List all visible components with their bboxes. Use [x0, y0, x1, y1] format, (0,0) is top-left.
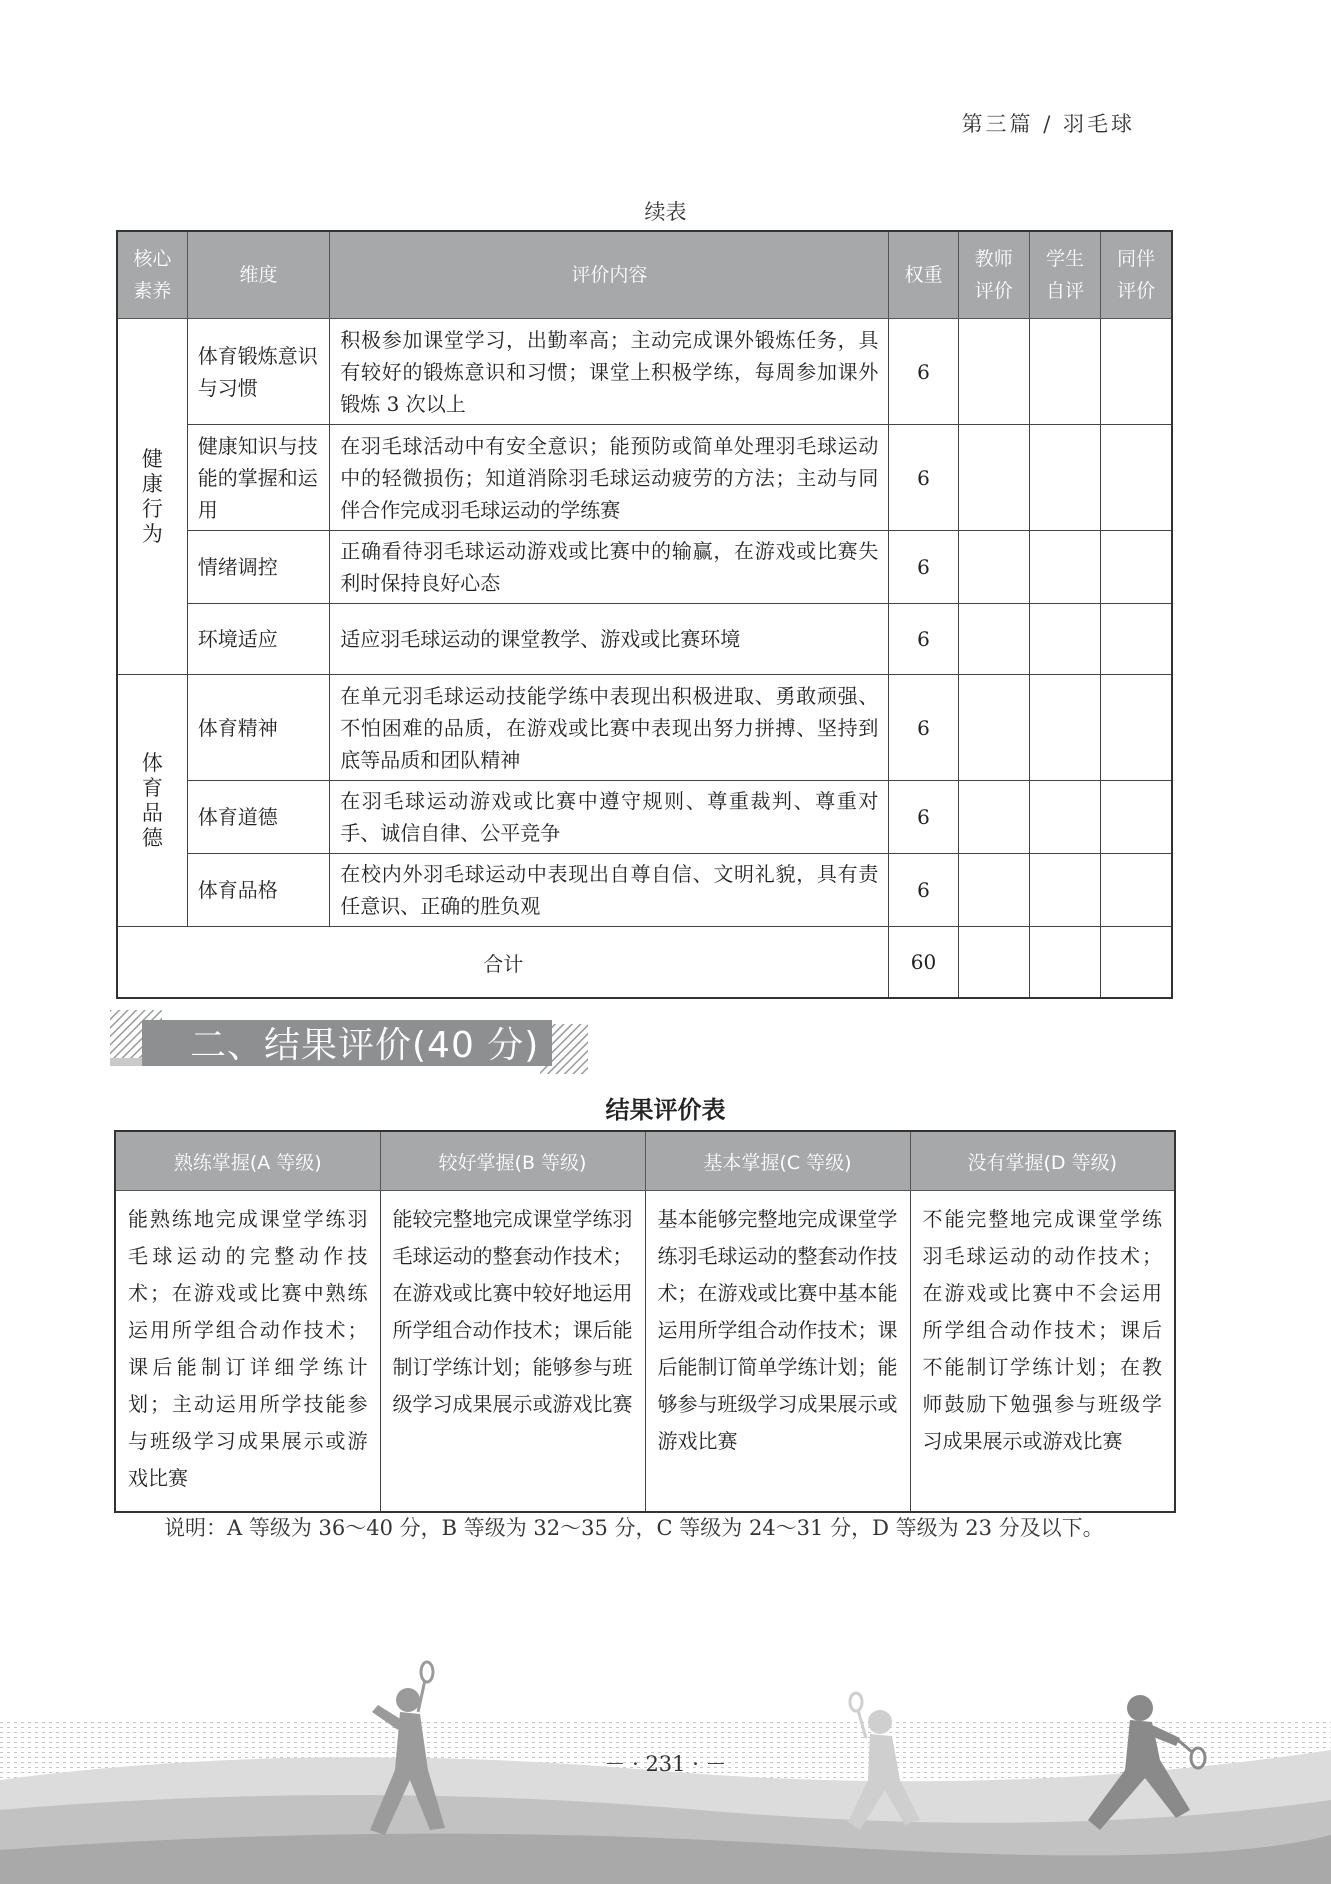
student-eval-cell[interactable] [1029, 854, 1100, 927]
content-cell: 在校内外羽毛球运动中表现出自尊自信、文明礼貌，具有责任意识、正确的胜负观 [330, 854, 889, 927]
teacher-eval-cell[interactable] [958, 781, 1029, 854]
dimension-cell: 体育锻炼意识与习惯 [187, 319, 330, 425]
student-eval-cell[interactable] [1029, 425, 1100, 531]
header-weight: 权重 [889, 231, 958, 319]
table-row [117, 854, 1172, 927]
total-weight: 60 [889, 927, 958, 999]
teacher-eval-cell[interactable] [958, 604, 1029, 675]
table-row [117, 675, 1172, 781]
peer-eval-cell[interactable] [1101, 319, 1172, 425]
teacher-eval-cell[interactable] [958, 425, 1029, 531]
dimension-cell: 健康知识与技能的掌握和运用 [187, 425, 330, 531]
table-row [117, 531, 1172, 604]
peer-eval-cell[interactable] [1101, 604, 1172, 675]
core-cell [117, 319, 187, 675]
student-eval-cell[interactable] [1029, 319, 1100, 425]
content-cell: 正确看待羽毛球运动游戏或比赛中的输赢，在游戏或比赛失利时保持良好心态 [330, 531, 889, 604]
header-grade-b: 较好掌握(B 等级) [380, 1131, 645, 1191]
core-cell [117, 675, 187, 927]
weight-cell: 6 [889, 319, 958, 425]
peer-eval-cell[interactable] [1101, 425, 1172, 531]
weight-cell: 6 [889, 854, 958, 927]
table-header-row [115, 1131, 1175, 1191]
header-grade-c: 基本掌握(C 等级) [645, 1131, 910, 1191]
weight-cell: 6 [889, 604, 958, 675]
teacher-eval-cell[interactable] [958, 319, 1029, 425]
table-header-row [117, 231, 1172, 319]
grade-a-description: 能熟练地完成课堂学练羽毛球运动的完整动作技术；在游戏或比赛中熟练运用所学组合动作技术；课后能制订详细学练计划；主动运用所学技能参与班级学习成果展示或游戏比赛 [115, 1191, 380, 1513]
header-content: 评价内容 [330, 231, 889, 319]
header-grade-d: 没有掌握(D 等级) [910, 1131, 1175, 1191]
content-cell: 适应羽毛球运动的课堂教学、游戏或比赛环境 [330, 604, 889, 675]
table-row [117, 425, 1172, 531]
section-title: 二、结果评价(40 分) [190, 1025, 540, 1066]
total-label: 合计 [117, 927, 889, 999]
dimension-cell: 体育品格 [187, 854, 330, 927]
grade-d-description: 不能完整地完成课堂学练羽毛球运动的动作技术；在游戏或比赛中不会运用所学组合动作技术；课后不能制订学练计划；在教师鼓励下勉强参与班级学习成果展示或游戏比赛 [910, 1191, 1175, 1513]
core-label: 健康行为 [141, 446, 163, 546]
page-number: － · 231 · － [604, 1752, 727, 1776]
header-student: 学生自评 [1029, 231, 1100, 319]
peer-eval-cell[interactable] [1101, 675, 1172, 781]
peer-eval-cell[interactable] [1101, 854, 1172, 927]
content-cell: 在单元羽毛球运动技能学练中表现出积极进取、勇敢顽强、不怕困难的品质，在游戏或比赛中表现出努力拼搏、坚持到底等品质和团队精神 [330, 675, 889, 781]
header-core: 核心素养 [117, 231, 187, 319]
peer-eval-cell[interactable] [1101, 531, 1172, 604]
teacher-eval-cell[interactable] [958, 531, 1029, 604]
total-row [117, 927, 1172, 999]
content-cell: 在羽毛球运动游戏或比赛中遵守规则、尊重裁判、尊重对手、诚信自律、公平竞争 [330, 781, 889, 854]
weight-cell: 6 [889, 425, 958, 531]
teacher-eval-cell[interactable] [958, 854, 1029, 927]
teacher-eval-cell[interactable] [958, 675, 1029, 781]
grade-c-description: 基本能够完整地完成课堂学练羽毛球运动的整套动作技术；在游戏或比赛中基本能运用所学组合动作技术；课后能制订简单学练计划；能够参与班级学习成果展示或游戏比赛 [645, 1191, 910, 1513]
table-row [117, 781, 1172, 854]
content-cell: 在羽毛球活动中有安全意识；能预防或简单处理羽毛球运动中的轻微损伤；知道消除羽毛球运动疲劳的方法；主动与同伴合作完成羽毛球运动的学练赛 [330, 425, 889, 531]
student-eval-cell[interactable] [1029, 531, 1100, 604]
dimension-cell: 情绪调控 [187, 531, 330, 604]
student-eval-cell[interactable] [1029, 781, 1100, 854]
grade-b-description: 能较完整地完成课堂学练羽毛球运动的整套动作技术；在游戏或比赛中较好地运用所学组合动作技术；课后能制订学练计划；能够参与班级学习成果展示或游戏比赛 [380, 1191, 645, 1513]
header-teacher: 教师评价 [958, 231, 1029, 319]
student-eval-cell[interactable] [1029, 927, 1100, 999]
student-eval-cell[interactable] [1029, 675, 1100, 781]
chapter-header: 第三篇 / 羽毛球 [961, 112, 1135, 136]
grading-note: 说明：A 等级为 36～40 分，B 等级为 32～35 分，C 等级为 24～31 分，D 等级为 23 分及以下。 [164, 1516, 1104, 1540]
table-row [117, 604, 1172, 675]
weight-cell: 6 [889, 531, 958, 604]
dimension-cell: 体育精神 [187, 675, 330, 781]
header-dimension: 维度 [187, 231, 330, 319]
core-label: 体育品德 [141, 750, 163, 850]
dimension-cell: 环境适应 [187, 604, 330, 675]
table-row [115, 1191, 1175, 1513]
teacher-eval-cell[interactable] [958, 927, 1029, 999]
student-eval-cell[interactable] [1029, 604, 1100, 675]
header-grade-a: 熟练掌握(A 等级) [115, 1131, 380, 1191]
table-row [117, 319, 1172, 425]
table-continued-caption: 续表 [644, 200, 687, 224]
peer-eval-cell[interactable] [1101, 927, 1172, 999]
dimension-cell: 体育道德 [187, 781, 330, 854]
result-table-caption: 结果评价表 [605, 1096, 726, 1124]
header-peer: 同伴评价 [1101, 231, 1172, 319]
weight-cell: 6 [889, 781, 958, 854]
peer-eval-cell[interactable] [1101, 781, 1172, 854]
weight-cell: 6 [889, 675, 958, 781]
result-evaluation-table [114, 1130, 1176, 1513]
content-cell: 积极参加课堂学习，出勤率高；主动完成课外锻炼任务，具有较好的锻炼意识和习惯；课堂上积极学练，每周参加课外锻炼 3 次以上 [330, 319, 889, 425]
process-evaluation-table [116, 230, 1173, 999]
